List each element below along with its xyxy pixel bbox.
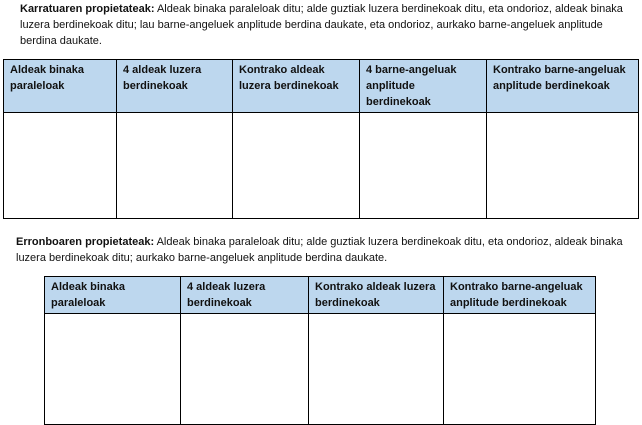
rhombus-properties-paragraph bbox=[16, 234, 632, 266]
square-properties-paragraph bbox=[20, 1, 632, 49]
rhombus-properties-table bbox=[44, 276, 596, 425]
square-properties-heading: Karratuaren propietateak: bbox=[20, 3, 155, 15]
square-header-opposite-equal-sides: Kontrako aldeak luzera berdinekoak bbox=[233, 60, 360, 113]
square-table-answer-row bbox=[4, 113, 639, 219]
rhombus-properties-text: Aldeak binaka paraleloak ditu; alde guztiak luzera berdinekoak ditu, eta ondorioz, aldeak binaka luzera berdinekoak ditu; aurkako barne-angeluek anplitude berdina daukate. bbox=[16, 236, 623, 264]
rhombus-header-opposite-equal-sides: Kontrako aldeak luzera berdinekoak bbox=[309, 277, 444, 314]
rhombus-answer-cell-2[interactable] bbox=[181, 314, 309, 425]
rhombus-answer-cell-3[interactable] bbox=[309, 314, 444, 425]
square-answer-cell-2[interactable] bbox=[117, 113, 233, 219]
square-header-four-equal-angles: 4 barne-angeluak anplitude berdinekoak bbox=[360, 60, 487, 113]
rhombus-table-header-row bbox=[45, 277, 596, 314]
square-properties-text: Aldeak binaka paraleloak ditu; alde guztiak luzera berdinekoak ditu, eta ondorioz, aldeak binaka luzera berdinekoak ditu; lau barne-angeluek anplitude berdina daukate, eta ondorioz, aurkako barne-angeluek anplitude berdina daukate. bbox=[20, 3, 623, 47]
rhombus-answer-cell-4[interactable] bbox=[444, 314, 596, 425]
rhombus-table-answer-row bbox=[45, 314, 596, 425]
square-table-header-row bbox=[4, 60, 639, 113]
square-answer-cell-1[interactable] bbox=[4, 113, 117, 219]
rhombus-properties-heading: Erronboaren propietateak: bbox=[16, 236, 155, 248]
square-header-four-equal-sides: 4 aldeak luzera berdinekoak bbox=[117, 60, 233, 113]
square-header-opposite-equal-angles: Kontrako barne-angeluak anplitude berdinekoak bbox=[487, 60, 639, 113]
square-answer-cell-5[interactable] bbox=[487, 113, 639, 219]
square-properties-table bbox=[3, 59, 639, 219]
rhombus-header-opposite-equal-angles: Kontrako barne-angeluak anplitude berdinekoak bbox=[444, 277, 596, 314]
rhombus-header-four-equal-sides: 4 aldeak luzera berdinekoak bbox=[181, 277, 309, 314]
rhombus-header-parallel-sides: Aldeak binaka paraleloak bbox=[45, 277, 181, 314]
square-header-parallel-sides: Aldeak binaka paraleloak bbox=[4, 60, 117, 113]
square-answer-cell-3[interactable] bbox=[233, 113, 360, 219]
square-answer-cell-4[interactable] bbox=[360, 113, 487, 219]
rhombus-answer-cell-1[interactable] bbox=[45, 314, 181, 425]
